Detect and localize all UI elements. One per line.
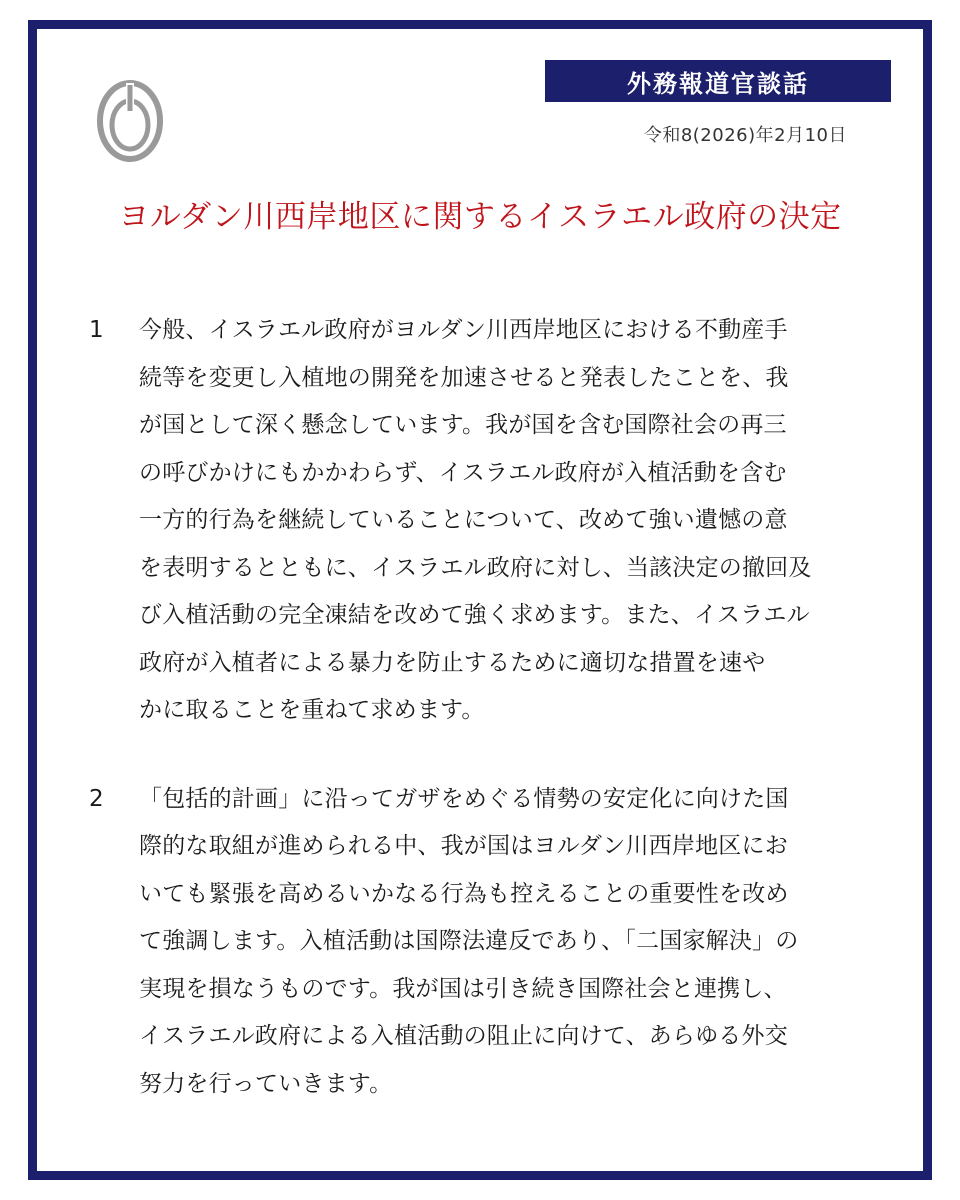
page-title: ヨルダン川西岸地区に関するイスラエル政府の決定 (118, 199, 842, 235)
statement-body (89, 307, 879, 1149)
paragraph-text: 「包括的計画」に沿ってガザをめぐる情勢の安定化に向けた国 際的な取組が進められる中、我が国はヨルダン川西岸地区にお いても緊張を高めるいかなる行為も控えることの重要性を改め て強調します。入植活動は国際法違反であり、「二国家解決」の 実現を損なうものです。我が国は引き続き国際社会と連携し、 イスラエル政府による入植活動の阻止に向けて、あらゆる外交 努力を行っていきます。 (139, 785, 799, 1097)
ministry-emblem-icon (97, 79, 163, 163)
paragraph-number: 1 (89, 317, 104, 343)
paragraph-text: 今般、イスラエル政府がヨルダン川西岸地区における不動産手 続等を変更し入植地の開発を加速させると発表したことを、我 が国として深く懸念しています。我が国を含む国際社会の再三 の呼びかけにもかかわらず、イスラエル政府が入植活動を含む 一方的行為を継続していることについて、改めて強い遺憾の意 を表明するとともに、イスラエル政府に対し、当該決定の撤回及 び入植活動の完全凍結を改めて強く求めます。また、イスラエル 政府が入植者による暴力を防止するために適切な措置を速や かに取ることを重ねて求めます。 (139, 317, 812, 723)
header-badge: 外務報道官談話 (545, 60, 891, 102)
paragraph-1 (89, 307, 879, 735)
paragraph-number: 2 (89, 785, 104, 812)
paragraph-2 (89, 776, 879, 1109)
document-frame (28, 20, 932, 1180)
date: 令和8(2026)年2月10日 (643, 125, 847, 146)
